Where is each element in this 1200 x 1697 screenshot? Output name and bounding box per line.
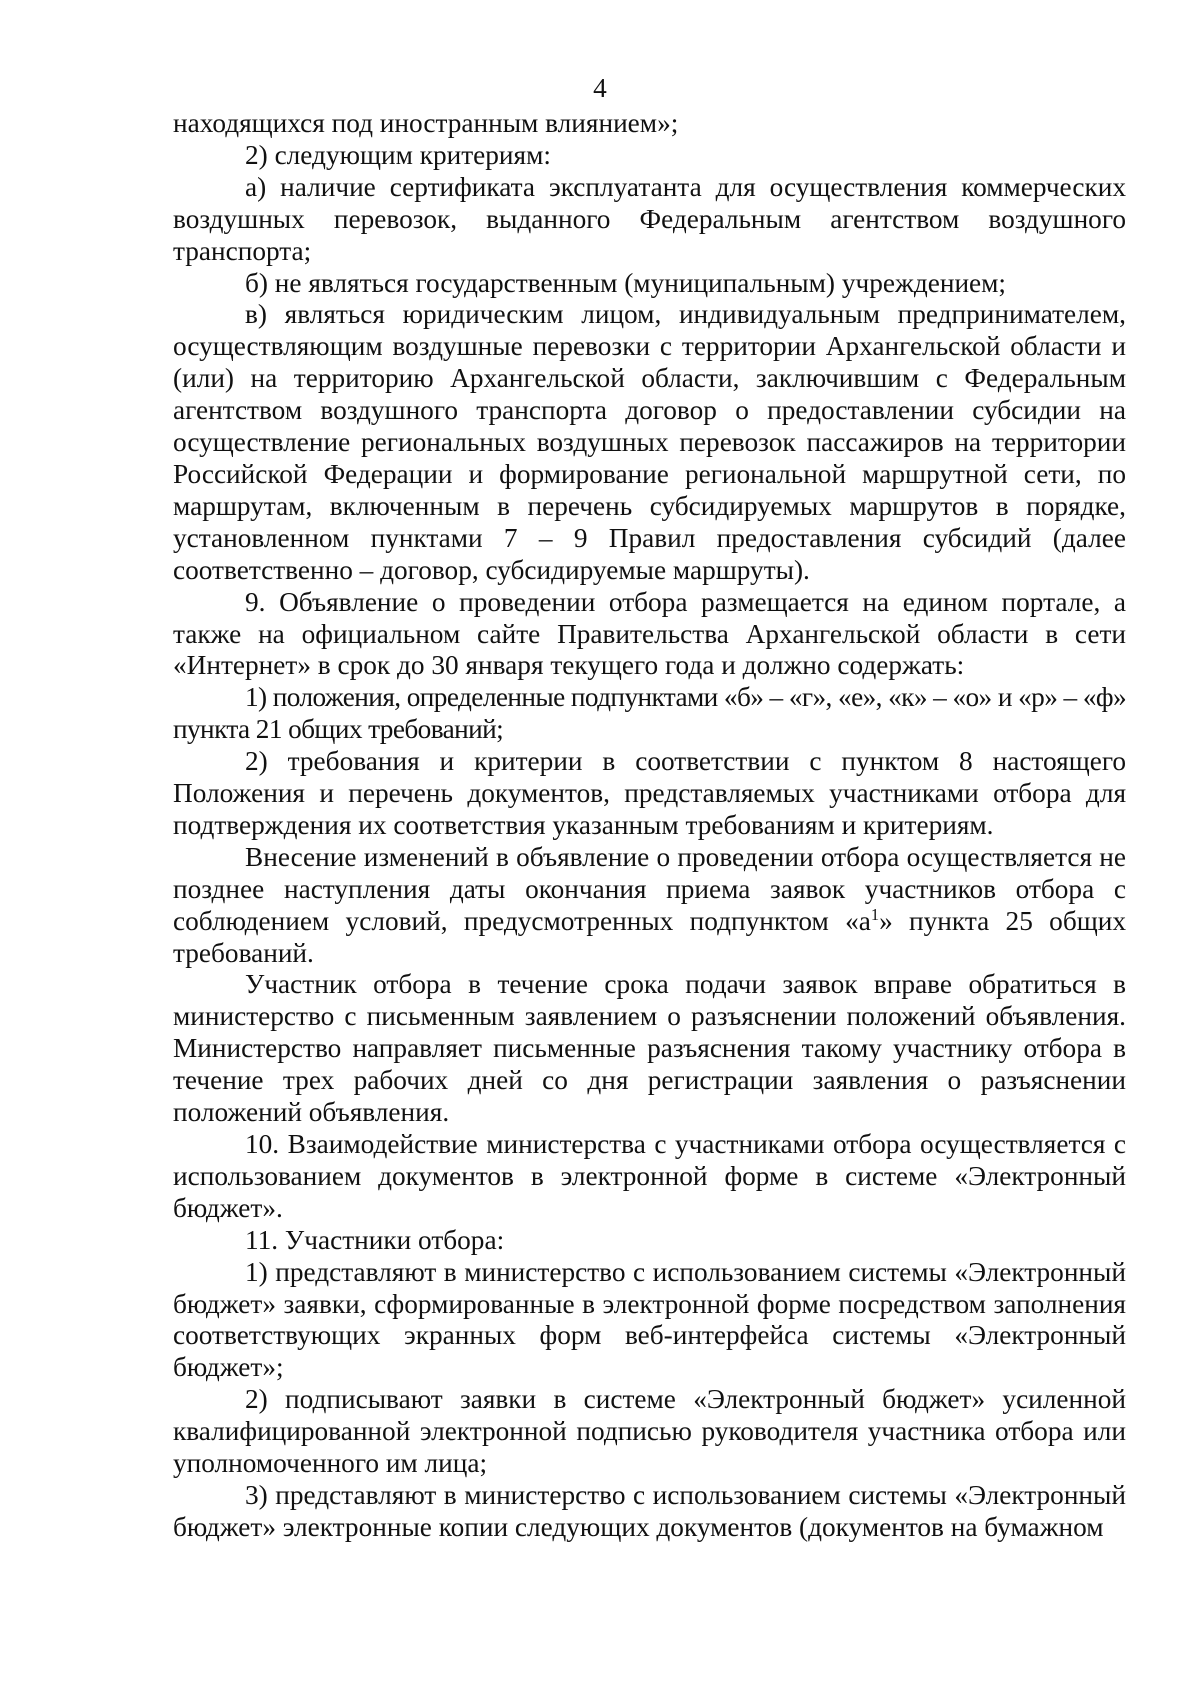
paragraph: 2) требования и критерии в соответствии с пунктом 8 настоящего Положения и перечень документов, представляемых участниками отбора для подтверждения их соответствия указанным требованиям и критериям. <box>173 746 1126 840</box>
paragraph: Участник отбора в течение срока подачи заявок вправе обратиться в министерство с письменным заявлением о разъяснении положений объявления. Министерство направляет письменные разъяснения такому участнику отбора в течение трех рабочих дней со дня регистрации заявления о разъяснении положений объявления. <box>173 969 1126 1128</box>
paragraph: 10. Взаимодействие министерства с участниками отбора осуществляется с использованием документов в электронной форме в системе «Электронный бюджет». <box>173 1129 1126 1223</box>
paragraph: 2) подписывают заявки в системе «Электронный бюджет» усиленной квалифицированной электронной подписью руководителя участника отбора или уполномоченного им лица; <box>173 1384 1126 1479</box>
paragraph-text: Внесение изменений в объявление о проведении отбора осуществляется не позднее наступления даты окончания приема заявок участников отбора с соблюдением условий, предусмотренных подпунктом «а <box>173 841 1126 936</box>
document-body <box>173 108 1126 1544</box>
paragraph-text: » пункта 25 общих требований. <box>173 905 1126 968</box>
paragraph <box>173 842 1126 970</box>
paragraph: б) не являться государственным (муниципальным) учреждением; <box>245 267 1007 298</box>
paragraph: 9. Объявление о проведении отбора размещается на едином портале, а также на официальном сайте Правительства Архангельской области в сети «Интернет» в срок до 30 января текущего года и должно содержать: <box>173 586 1126 681</box>
paragraph: 1) положения, определенные подпунктами «б» – «г», «е», «к» – «о» и «р» – «ф» пункта 21 общих требований; <box>173 682 1126 745</box>
superscript: 1 <box>870 904 880 924</box>
paragraph: находящихся под иностранным влиянием»; <box>173 108 679 138</box>
paragraph: 11. Участники отбора: <box>245 1224 505 1255</box>
paragraph: а) наличие сертификата эксплуатанта для осуществления коммерческих воздушных перевозок, выданного Федеральным агентством воздушного транспорта; <box>173 171 1126 266</box>
page-number: 4 <box>593 73 607 103</box>
paragraph: 3) представляют в министерство с использованием системы «Электронный бюджет» электронные копии следующих документов (документов на бумажном <box>173 1479 1126 1542</box>
paragraph: 2) следующим критериям: <box>245 139 551 170</box>
paragraph: в) являться юридическим лицом, индивидуальным предпринимателем, осуществляющим воздушные перевозки с территории Архангельской области и (или) на территорию Архангельской области, заключившим с Федеральным агентством воздушного транспорта договор о предоставлении субсидии на осуществление региональных воздушных перевозок пассажиров на территории Российской Федерации и формирование региональной маршрутной сети, по маршрутам, включенным в перечень субсидируемых маршрутов в порядке, установленном пунктами 7 – 9 Правил предоставления субсидий (далее соответственно – договор, субсидируемые маршруты). <box>173 299 1126 585</box>
paragraph: 1) представляют в министерство с использованием системы «Электронный бюджет» заявки, сформированные в электронной форме посредством заполнения соответствующих экранных форм веб-интерфейса системы «Электронный бюджет»; <box>173 1256 1126 1383</box>
